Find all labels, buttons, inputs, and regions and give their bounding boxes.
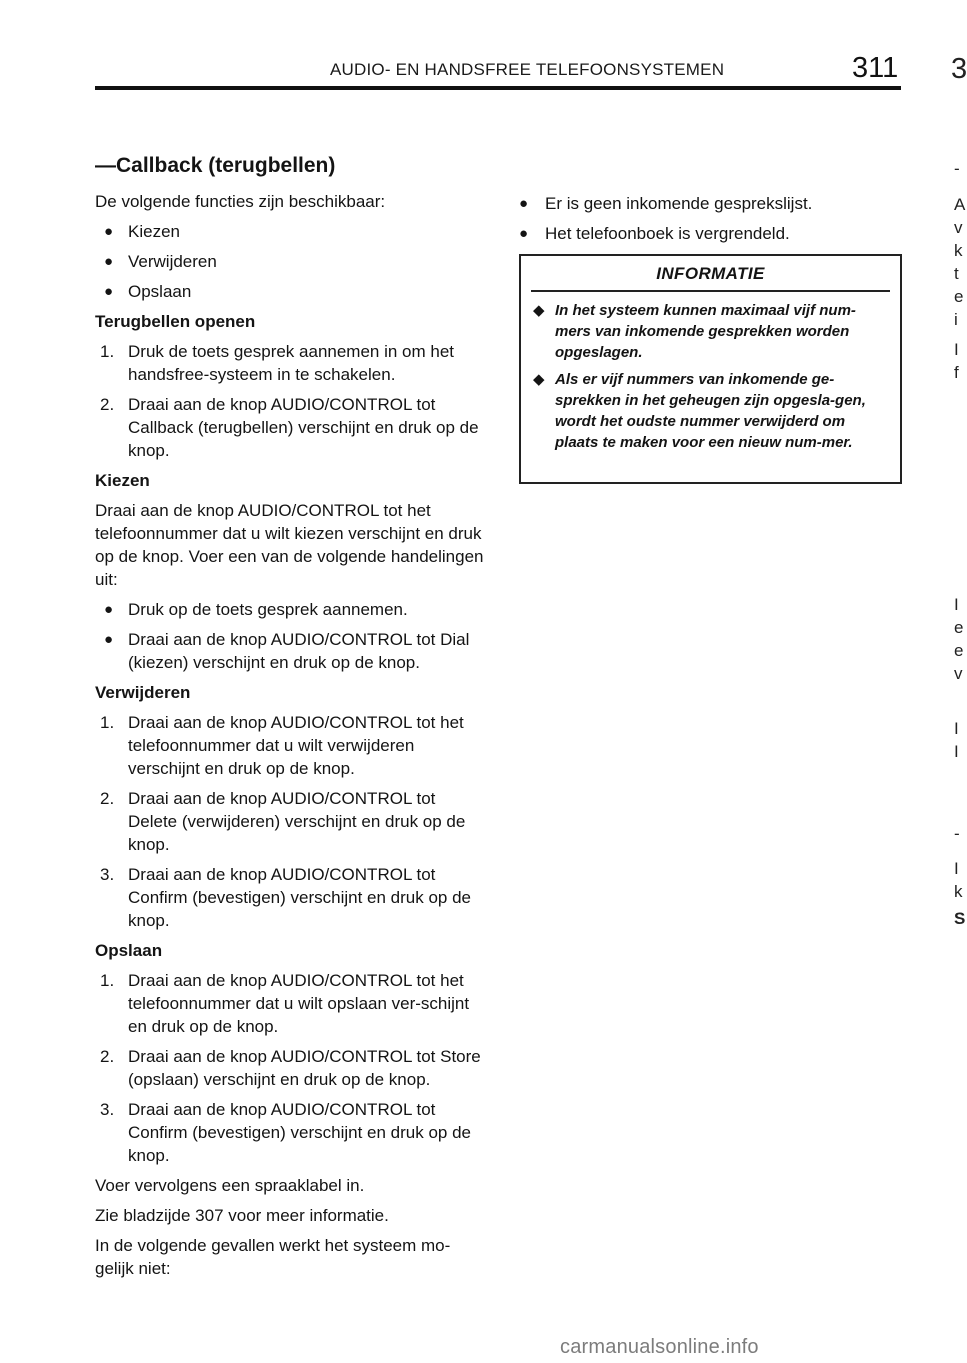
- store-heading: Opslaan: [95, 941, 163, 960]
- delete-heading: Verwijderen: [95, 683, 191, 702]
- edge-letter: e: [954, 641, 964, 660]
- edge-letter: -: [954, 824, 960, 843]
- bullet-dot-icon: ●: [104, 223, 114, 240]
- edge-letter: v: [954, 218, 963, 237]
- dial-option-text: Druk op de toets gesprek aannemen.: [128, 600, 408, 619]
- edge-letter: k: [954, 241, 963, 260]
- header-rule: [95, 86, 901, 90]
- function-label: Verwijderen: [128, 252, 217, 271]
- step-number: 1.: [100, 971, 115, 990]
- diamond-bullet-icon: ◆: [533, 302, 545, 319]
- function-label: Opslaan: [128, 282, 192, 301]
- function-label: Kiezen: [128, 222, 180, 241]
- dial-option: [100, 628, 485, 674]
- step-text: Druk de toets gesprek aannemen in om het handsfree-systeem in te schakelen.: [128, 342, 455, 384]
- condition-item: [519, 192, 904, 215]
- running-header-title: AUDIO- EN HANDSFREE TELEFOONSYSTEMEN: [330, 60, 725, 79]
- function-item: [100, 220, 485, 243]
- function-item: [100, 280, 485, 303]
- section-title: —Callback (terugbellen): [95, 154, 336, 177]
- after-text: Voer vervolgens een spraaklabel in.: [95, 1176, 365, 1195]
- edge-letter: S: [954, 909, 966, 928]
- edge-letter: t: [954, 264, 959, 283]
- step-number: 2.: [100, 395, 115, 414]
- page-number: 311: [852, 52, 899, 84]
- step-text: Draai aan de knop AUDIO/CONTROL tot het telefoonnummer dat u wilt verwijderen verschijnt en druk op de knop.: [128, 713, 464, 778]
- store-step: [100, 969, 485, 1038]
- edge-letter: e: [954, 618, 964, 637]
- edge-letter: i: [954, 310, 958, 329]
- step-text: Draai aan de knop AUDIO/CONTROL tot het telefoonnummer dat u wilt opslaan ver-schijnt en druk op de knop.: [128, 971, 470, 1036]
- left-column: [95, 152, 485, 1287]
- information-text: Als er vijf nummers van inkomende ge-sprekken in het geheugen zijn opgesla-gen, wordt het oudste nummer verwijderd om plaats te maken voor een nieuw num-mer.: [555, 371, 866, 451]
- open-heading: Terugbellen openen: [95, 312, 256, 331]
- edge-letter: f: [954, 363, 959, 382]
- watermark: carmanualsonline.info: [560, 1336, 759, 1358]
- delete-step: [100, 863, 485, 932]
- edge-letter: A: [954, 195, 966, 214]
- edge-letter: k: [954, 882, 963, 901]
- information-box: [519, 254, 902, 484]
- step-text: Draai aan de knop AUDIO/CONTROL tot Delete (verwijderen) verschijnt en druk op de knop.: [128, 789, 466, 854]
- open-step: [100, 340, 485, 386]
- after-text: In de volgende gevallen werkt het systeem mo-gelijk niet:: [95, 1236, 451, 1278]
- step-text: Draai aan de knop AUDIO/CONTROL tot Callback (terugbellen) verschijnt en druk op de knop.: [128, 395, 479, 460]
- condition-text: Er is geen inkomende gesprekslijst.: [545, 194, 813, 213]
- step-text: Draai aan de knop AUDIO/CONTROL tot Confirm (bevestigen) verschijnt en druk op de knop.: [128, 865, 471, 930]
- bullet-dot-icon: ●: [519, 195, 529, 212]
- dial-option: [100, 598, 485, 621]
- dial-option-text: Draai aan de knop AUDIO/CONTROL tot Dial (kiezen) verschijnt en druk op de knop.: [128, 630, 470, 672]
- information-item: [533, 369, 888, 453]
- step-text: Draai aan de knop AUDIO/CONTROL tot Confirm (bevestigen) verschijnt en druk op de knop.: [128, 1100, 471, 1165]
- condition-text: Het telefoonboek is vergrendeld.: [545, 224, 790, 243]
- step-number: 3.: [100, 1100, 115, 1119]
- information-text: In het systeem kunnen maximaal vijf num-mers van inkomende gesprekken worden opgeslagen.: [555, 302, 856, 361]
- diamond-bullet-icon: ◆: [533, 371, 545, 388]
- bullet-dot-icon: ●: [104, 601, 114, 618]
- store-step: [100, 1045, 485, 1091]
- function-item: [100, 250, 485, 273]
- bullet-dot-icon: ●: [104, 253, 114, 270]
- edge-letter: I: [954, 742, 959, 761]
- edge-letter: e: [954, 287, 964, 306]
- step-number: 2.: [100, 1047, 115, 1066]
- edge-letter: I: [954, 719, 959, 738]
- delete-step: [100, 711, 485, 780]
- page-edge-glyph: 3: [951, 53, 967, 85]
- dial-heading: Kiezen: [95, 471, 150, 490]
- information-title: INFORMATIE: [656, 264, 765, 283]
- intro-text: De volgende functies zijn beschikbaar:: [95, 192, 386, 211]
- step-number: 1.: [100, 713, 115, 732]
- step-number: 3.: [100, 865, 115, 884]
- dial-text: Draai aan de knop AUDIO/CONTROL tot het telefoonnummer dat u wilt kiezen verschijnt en druk op de knop. Voer een van de volgende handelingen uit:: [95, 501, 484, 589]
- edge-letter: -: [954, 159, 960, 178]
- edge-letter: I: [954, 595, 959, 614]
- store-step: [100, 1098, 485, 1167]
- edge-letter: v: [954, 664, 963, 683]
- bullet-dot-icon: ●: [104, 283, 114, 300]
- step-number: 2.: [100, 789, 115, 808]
- after-text: Zie bladzijde 307 voor meer informatie.: [95, 1206, 389, 1225]
- open-step: [100, 393, 485, 462]
- delete-step: [100, 787, 485, 856]
- step-number: 1.: [100, 342, 115, 361]
- condition-item: [519, 222, 904, 245]
- step-text: Draai aan de knop AUDIO/CONTROL tot Store (opslaan) verschijnt en druk op de knop.: [128, 1047, 481, 1089]
- edge-letter: I: [954, 340, 959, 359]
- edge-letter: I: [954, 859, 959, 878]
- bullet-dot-icon: ●: [104, 631, 114, 648]
- bullet-dot-icon: ●: [519, 225, 529, 242]
- information-item: [533, 300, 888, 363]
- information-body: [521, 292, 900, 453]
- right-column: [519, 192, 904, 252]
